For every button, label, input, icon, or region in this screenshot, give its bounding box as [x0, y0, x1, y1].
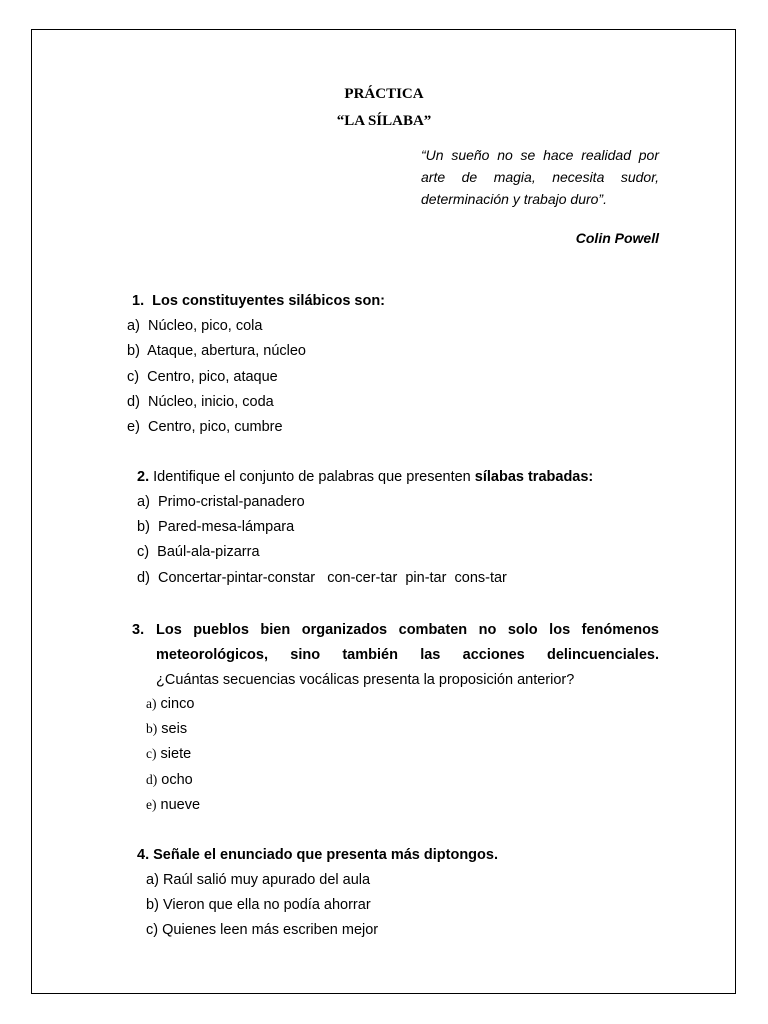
page-subtitle: “LA SÍLABA” — [336, 113, 432, 129]
q3-option-a: a) cinco — [146, 696, 195, 712]
epigraph-author: Colin Powell — [575, 230, 659, 246]
question-text: Los constituyentes silábicos son: — [152, 293, 386, 309]
question-number: 3. — [132, 622, 145, 638]
q2-option-b: b) Pared-mesa-lámpara — [137, 519, 295, 535]
q2-option-a: a) Primo-cristal-panadero — [137, 494, 305, 510]
question-number: 2. — [137, 469, 150, 485]
question-prompt: ¿Cuántas secuencias vocálicas presenta la proposición anterior? — [156, 672, 575, 688]
q1-option-b: b) Ataque, abertura, núcleo — [127, 343, 306, 359]
question-text-line-1: Los pueblos bien organizados combaten no solo los fenómenos — [156, 622, 659, 638]
q3-option-d: d) ocho — [146, 772, 193, 788]
q2-option-d: d) Concertar-pintar-constar con-cer-tar pin-tar cons-tar — [137, 570, 507, 586]
question-2 — [137, 469, 593, 485]
q3-option-c: c) siete — [146, 746, 192, 762]
question-keyword: sílabas trabadas: — [474, 469, 594, 485]
q2-option-c: c) Baúl-ala-pizarra — [137, 544, 260, 560]
page-title: PRÁCTICA — [344, 86, 424, 102]
question-3 — [132, 618, 659, 693]
q4-option-c: c) Quienes leen más escriben mejor — [146, 922, 379, 938]
question-number: 1. — [132, 293, 145, 309]
q3-option-e: e) nueve — [146, 797, 201, 813]
question-text-line-2: meteorológicos, sino también las acciones delincuenciales. — [156, 647, 659, 663]
question-text: Señale el enunciado que presenta más diptongos. — [153, 847, 498, 863]
question-text: Identifique el conjunto de palabras que presenten — [153, 469, 475, 485]
question-1 — [132, 293, 385, 309]
q1-option-a: a) Núcleo, pico, cola — [127, 318, 263, 334]
q1-option-d: d) Núcleo, inicio, coda — [127, 394, 274, 410]
q3-option-b: b) seis — [146, 721, 188, 737]
q4-option-b: b) Vieron que ella no podía ahorrar — [146, 897, 371, 913]
q1-option-c: c) Centro, pico, ataque — [127, 369, 278, 385]
q1-option-e: e) Centro, pico, cumbre — [127, 419, 283, 435]
q4-option-a: a) Raúl salió muy apurado del aula — [146, 872, 371, 888]
question-number: 4. — [137, 847, 150, 863]
question-4 — [137, 847, 498, 863]
epigraph-quote: “Un sueño no se hace realidad por arte de magia, necesita sudor, determinación y trabajo duro”. — [421, 147, 659, 207]
